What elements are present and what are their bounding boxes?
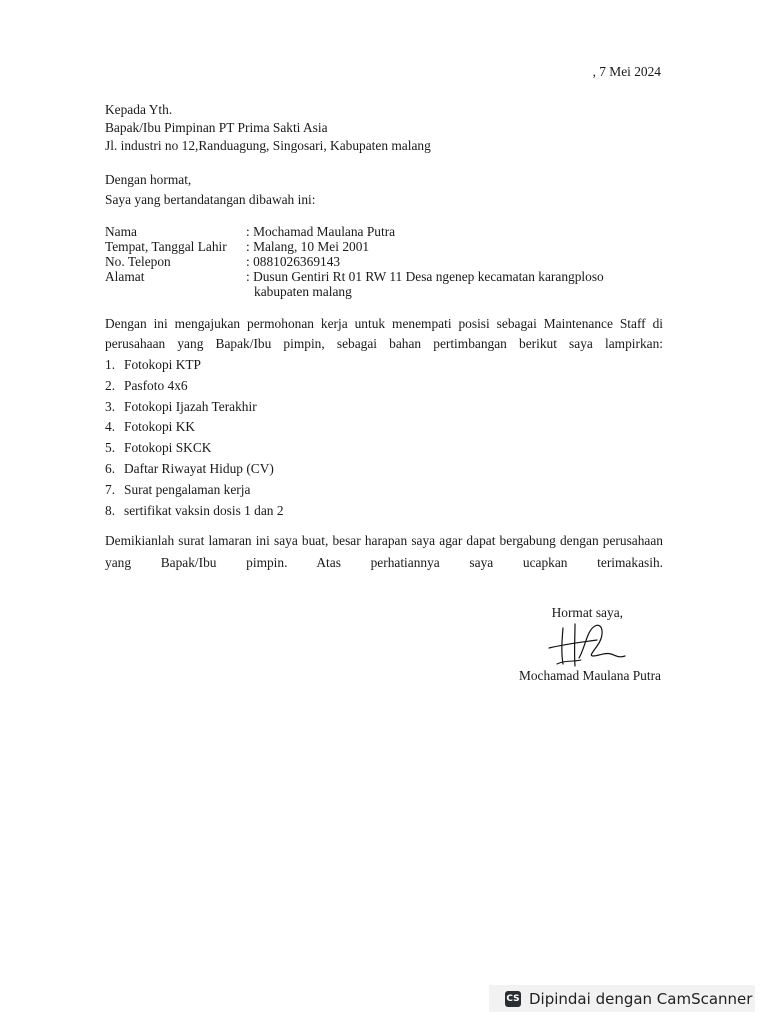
list-item-text: sertifikat vaksin dosis 1 dan 2: [124, 502, 284, 518]
closing-salutation: Hormat saya,: [551, 605, 623, 620]
signatory-name: Mochamad Maulana Putra: [518, 668, 661, 683]
list-item: [105, 399, 284, 420]
list-item-text: Fotokopi KTP: [124, 357, 202, 372]
list-item-text: Fotokopi SKCK: [124, 440, 212, 456]
recipient-line-3: Jl. industri no 12,Randuagung, Singosari, Kabupaten malang: [105, 138, 431, 153]
list-item-text: Fotokopi Ijazah Terakhir: [124, 398, 257, 414]
list-item-text: Surat pengalaman kerja: [124, 481, 251, 497]
alamat-label: Alamat: [105, 269, 145, 284]
list-item-number: 2.: [105, 377, 116, 393]
list-item-number: 6.: [105, 460, 116, 476]
ttl-value: : Malang, 10 Mei 2001: [246, 239, 370, 254]
list-item: [105, 461, 284, 482]
list-item-text: Pasfoto 4x6: [124, 377, 188, 393]
list-item-number: 1.: [105, 357, 116, 372]
nama-value: : Mochamad Maulana Putra: [246, 224, 396, 239]
handwritten-signature: [535, 618, 635, 672]
list-item: [105, 440, 284, 461]
list-item-text: Fotokopi KK: [124, 419, 196, 435]
greeting: Dengan hormat,: [105, 172, 192, 187]
list-item-number: 8.: [105, 502, 116, 518]
list-item: [105, 482, 284, 503]
list-item-number: 3.: [105, 398, 116, 414]
recipient-line-1: Kepada Yth.: [105, 102, 173, 117]
list-item-text: Daftar Riwayat Hidup (CV): [124, 460, 274, 476]
attachment-list: [105, 357, 284, 523]
alamat-value: : Dusun Gentiri Rt 01 RW 11 Desa ngenep kecamatan karangploso: [246, 269, 604, 284]
identity-row-telepon: [105, 254, 604, 269]
identity-block: [105, 224, 604, 300]
nama-label: Nama: [105, 224, 137, 239]
list-item-number: 4.: [105, 419, 116, 435]
greeting-block: [105, 172, 315, 212]
list-item: [105, 419, 284, 440]
recipient-line-2: Bapak/Ibu Pimpinan PT Prima Sakti Asia: [105, 120, 328, 135]
intro-line: Saya yang bertandatangan dibawah ini:: [105, 192, 316, 207]
letter-date: , 7 Mei 2024: [592, 64, 661, 79]
list-item: [105, 503, 284, 524]
identity-row-ttl: [105, 239, 604, 254]
telepon-label: No. Telepon: [105, 254, 171, 269]
list-item-number: 7.: [105, 481, 116, 497]
identity-row-alamat: [105, 269, 604, 284]
list-item: [105, 357, 284, 378]
recipient-block: [105, 102, 431, 156]
ttl-label: Tempat, Tanggal Lahir: [105, 239, 227, 254]
application-paragraph: Dengan ini mengajukan permohonan kerja untuk menempati posisi sebagai Maintenance Staff di perusahaan yang Bapak/Ibu pimpin, sebagai bahan pertimbangan berikut saya lampirkan:: [105, 316, 663, 351]
alamat-value-continued: kabupaten malang: [254, 284, 352, 299]
camscanner-logo-icon: CS: [505, 991, 521, 1007]
list-item-number: 5.: [105, 440, 116, 456]
closing-paragraph: Demikianlah surat lamaran ini saya buat, besar harapan saya agar dapat bergabung dengan perusahaan yang Bapak/Ibu pimpin. Atas perhatiannya saya ucapkan terimakasih.: [105, 533, 663, 570]
camscanner-watermark: [489, 985, 755, 1012]
list-item: [105, 378, 284, 399]
camscanner-text: Dipindai dengan CamScanner: [529, 989, 753, 1008]
telepon-value: : 0881026369143: [246, 254, 341, 269]
identity-row-nama: [105, 224, 604, 239]
